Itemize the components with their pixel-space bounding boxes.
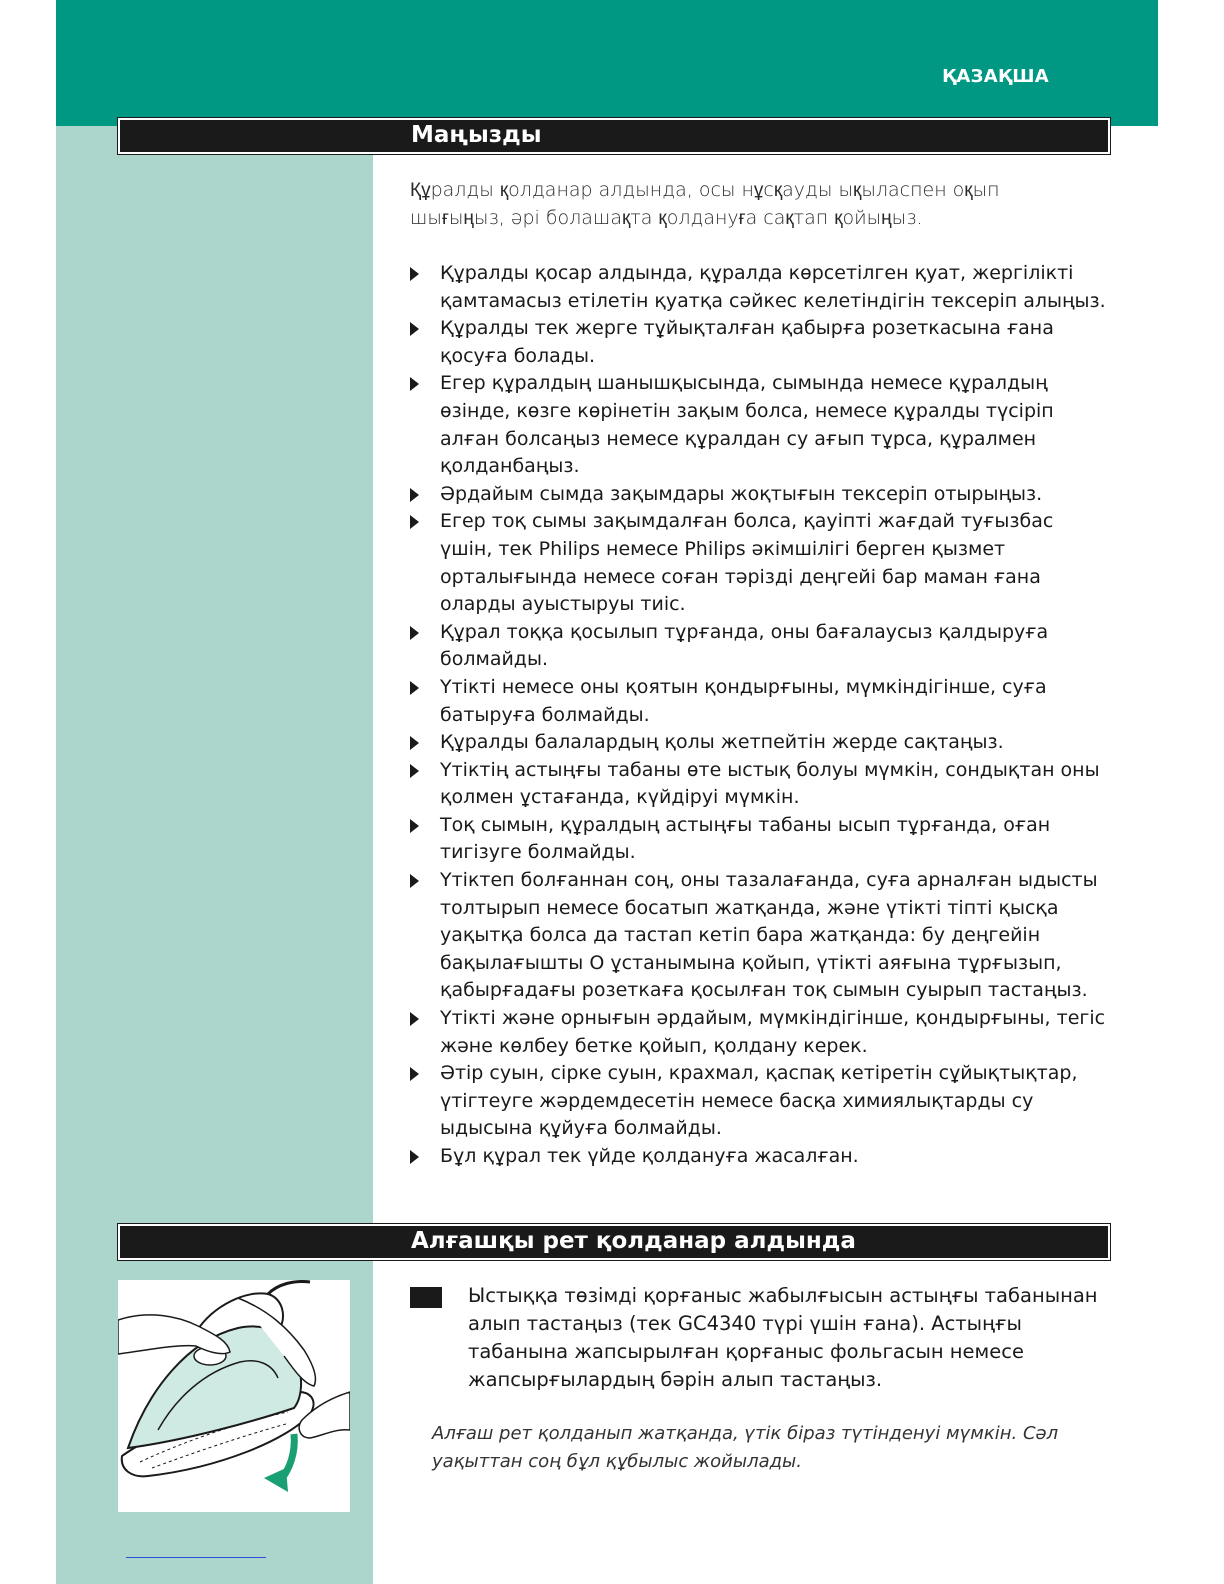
list-item: Үтіктеп болғаннан соң, оны тазалағанда, суға арналған ыдысты толтырып немесе босатып жатқанда, және үтікті тіпті қысқа уақытқа болса да тастап кетіп бара жатқанда: бу деңгейін бақылағышты О ұстанымына қойып, үтікті аяғына тұрғызып, қабырғадағы розеткаға қосылған тоқ сымын суырып тастаңыз. [410,867,1110,1005]
list-item: Үтіктің астыңғы табаны өте ыстық болуы мүмкін, сондықтан оны қолмен ұстағанда, күйдіруі мүмкін. [410,757,1110,812]
bullet-icon [410,764,419,778]
step-instruction: Ыстыққа төзімді қорғаныс жабылғысын астыңғы табанынан алып тастаңыз (тек GC4340 түрі үшін ғана). Астыңғы табанына жапсырылған қорғаныс фольгасын немесе жапсырғылардың бәрін алып тастаңыз. [468,1284,1098,1391]
footer-link-line [126,1557,266,1558]
list-item: Үтікті немесе оны қоятын қондырғыны, мүмкіндігінше, суға батыруға болмайды. [410,674,1110,729]
section-bar-important [118,118,1110,154]
list-item: Тоқ сымын, құралдың астыңғы табаны ысып тұрғанда, оған тигізуге болмайды. [410,812,1110,867]
step-marker [410,1287,442,1308]
section-bar-first-use [118,1224,1110,1260]
intro-paragraph: Құралды қолданар алдында, осы нұсқауды ықыласпен оқып шығыңыз, әрі болашақта қолдануға сақтап қойыңыз. [410,179,1000,229]
list-item: Бұл құрал тек үйде қолдануға жасалған. [410,1143,1110,1171]
iron-soleplate-cover-removal-illustration [118,1280,350,1512]
list-item: Құралды қосар алдында, құралда көрсетілген қуат, жергілікті қамтамасыз етілетін қуатқа сәйкес келетіндігін тексеріп алыңыз. [410,260,1110,315]
bullet-icon [410,736,419,750]
list-item: Егер тоқ сымы зақымдалған болса, қауіпті жағдай туғызбас үшін, тек Philips немесе Philips әкімшілігі берген қызмет орталығында немесе соған тәрізді деңгейі бар маман ғана оларды ауыстыруы тиіс. [410,508,1110,618]
language-label: ҚАЗАҚША [942,66,1049,87]
bullet-icon [410,819,419,833]
bullet-icon [410,1067,419,1081]
header-band [56,0,1158,126]
bullet-icon [410,1012,419,1026]
bullet-icon [410,377,419,391]
bullet-icon [410,267,419,281]
bullet-icon [410,515,419,529]
list-item: Құрал тоққа қосылып тұрғанда, оны бағалаусыз қалдыруға болмайды. [410,619,1110,674]
list-item: Үтікті және орнығын әрдайым, мүмкіндігінше, қондырғыны, тегіс және көлбеу бетке қойып, қолдану керек. [410,1005,1110,1060]
bullet-icon [410,322,419,336]
bullet-icon [410,1150,419,1164]
bullet-icon [410,488,419,502]
list-item: Әтір суын, сірке суын, крахмал, қаспақ кетіретін сұйықтықтар, үтігтеуге жәрдемдесетін немесе басқа химиялықтарды су ыдысына құйуға болмайды. [410,1060,1110,1143]
bullet-icon [410,626,419,640]
list-item: Құралды тек жерге тұйықталған қабырға розеткасына ғана қосуға болады. [410,315,1110,370]
list-item: Құралды балалардың қолы жетпейтін жерде сақтаңыз. [410,729,1110,757]
section-title-first-use: Алғашқы рет қолданар алдында [411,1228,856,1254]
safety-list [410,260,1110,1171]
bullet-icon [410,874,419,888]
note-text: Алғаш рет қолданып жатқанда, үтік біраз түтінденуі мүмкін. Сәл уақыттан соң бұл құбылыс жойылады. [432,1423,1059,1472]
list-item: Әрдайым сымда зақымдары жоқтығын тексеріп отырыңыз. [410,481,1110,509]
section-title-important: Маңызды [411,122,542,148]
bullet-icon [410,681,419,695]
list-item: Егер құралдың шанышқысында, сымында немесе құралдың өзінде, көзге көрінетін зақым болса, немесе құралды түсіріп алған болсаңыз немесе құралдан су ағып тұрса, құралмен қолданбаңыз. [410,370,1110,480]
